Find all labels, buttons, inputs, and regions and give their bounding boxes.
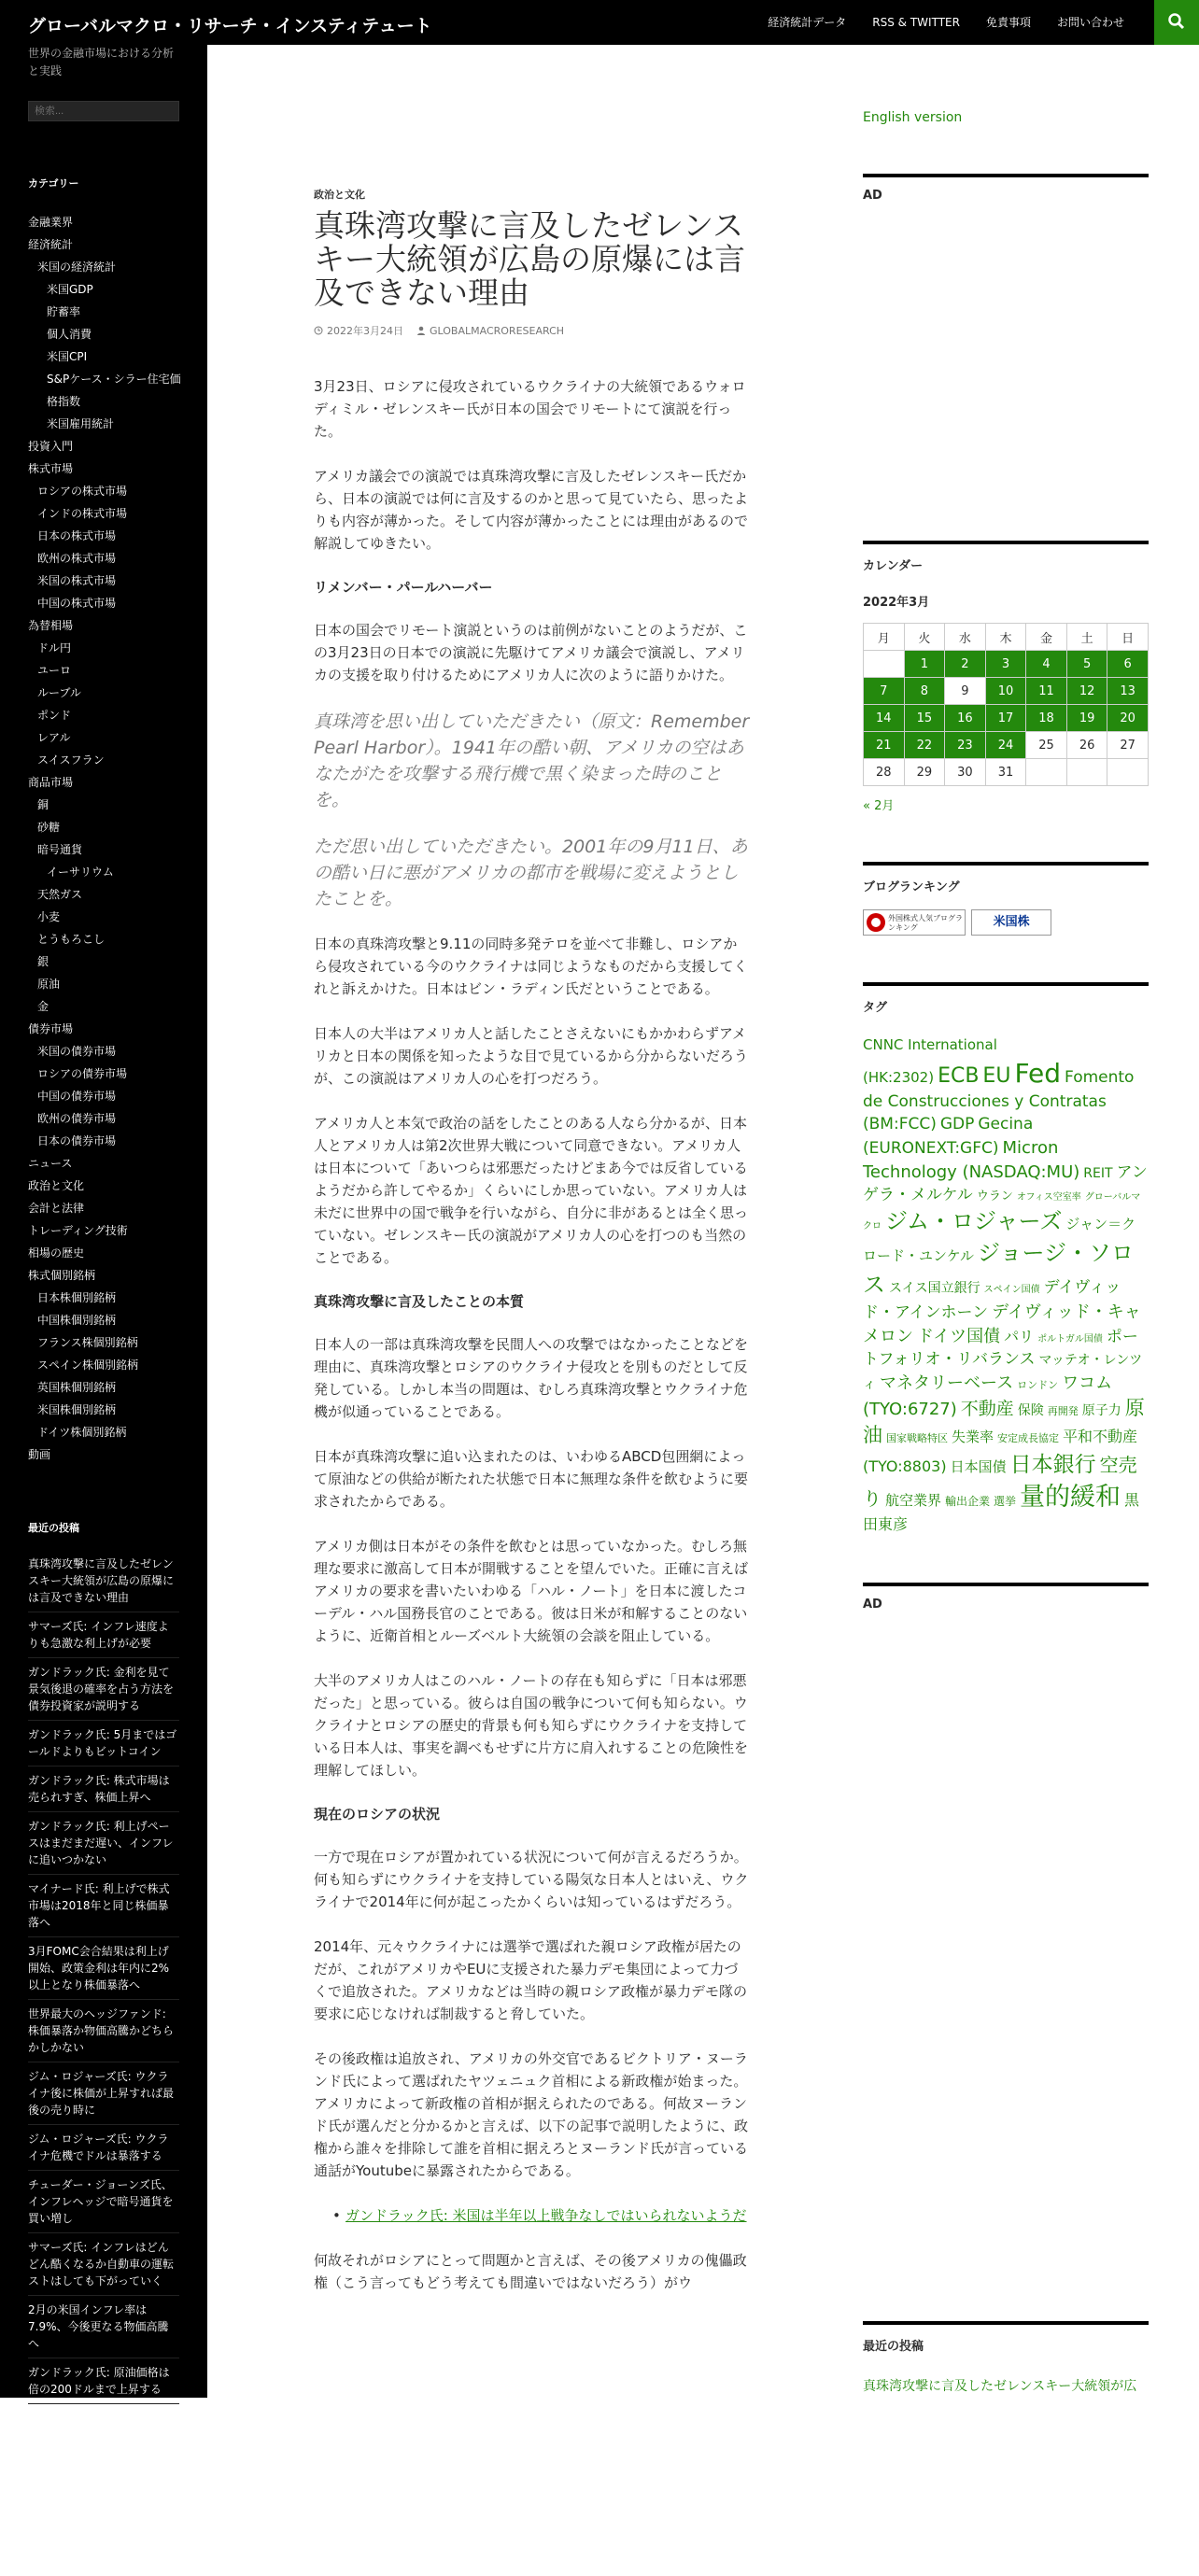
recent-post-link[interactable]: ジム・ロジャーズ氏: ウクライナ後に株価が上昇すれば最後の売り時に [28, 2068, 179, 2125]
category-item[interactable]: 投資入門 [28, 440, 74, 453]
calendar-day: 29 [904, 759, 945, 786]
site-title[interactable]: グローバルマクロ・リサーチ・インスティテュート [28, 16, 432, 36]
calendar-day[interactable]: 21 [864, 732, 905, 759]
tag-link[interactable]: 黒田東彦 [863, 1490, 1140, 1534]
calendar-weekday: 木 [985, 624, 1026, 651]
right-recent-first[interactable]: 真珠湾攻撃に言及したゼレンスキー大統領が広 [863, 2378, 1137, 2394]
calendar-day: 31 [985, 759, 1026, 786]
recent-post-link[interactable]: チューダー・ジョーンズ氏、インフレヘッジで暗号通貨を買い増し [28, 2176, 179, 2233]
tag-link[interactable]: ポルトガル国債 [1037, 1333, 1103, 1344]
archive-link[interactable]: 2021年12月 [28, 2558, 93, 2571]
archive-list [28, 2486, 179, 2576]
paragraph: 何故それがロシアにとって問題かと言えば、その後アメリカの傀儡政権（こう言ってもどう考えても間違いではないだろう）がウ [314, 2252, 747, 2291]
tag-link[interactable]: CNNC International (HK:2302) [863, 1036, 997, 1087]
tag-link[interactable]: EU [982, 1064, 1011, 1089]
calendar-day[interactable]: 23 [945, 732, 986, 759]
calendar-day [1026, 759, 1067, 786]
ranking-logo-icon [866, 912, 886, 933]
category-item[interactable]: 米国CPI [47, 350, 88, 363]
article-author[interactable] [416, 323, 564, 338]
tag-link[interactable]: スペイン国債 [983, 1284, 1040, 1295]
recent-post-link[interactable]: ガンドラック氏: 金利を見て景気後退の確率を占う方法を債券投資家が説明する [28, 1664, 179, 1721]
paragraph: アメリカ議会での演説では真珠湾攻撃に言及したゼレンスキー氏だから、日本の演説では何に言及するのかと思って見ていたら、思ったよりも内容が薄かった。そして内容が薄かったことには理由があるので解説してゆきたい。 [314, 468, 749, 552]
category-item[interactable]: イーサリウム [47, 866, 114, 879]
category-item[interactable]: レアル [37, 731, 71, 744]
user-icon [416, 326, 426, 335]
tag-link[interactable]: ジョージ・ソロス [863, 1239, 1134, 1298]
top-bar [0, 0, 1199, 45]
calendar-day[interactable]: 4 [1026, 651, 1067, 678]
calendar-day[interactable]: 11 [1026, 678, 1067, 705]
article-body [314, 375, 751, 2294]
tag-link[interactable]: 輸出企業 [945, 1494, 991, 1508]
tag-link[interactable]: Fed [1014, 1058, 1062, 1090]
tag-link[interactable]: ワコム (TYO:6727) [863, 1372, 1113, 1419]
calendar-day[interactable]: 6 [1107, 651, 1149, 678]
calendar-day[interactable]: 18 [1026, 705, 1067, 732]
category-item[interactable]: トレーディング技術 [28, 1224, 128, 1237]
calendar-day[interactable]: 8 [904, 678, 945, 705]
calendar-day[interactable]: 1 [904, 651, 945, 678]
right-recent-title: 最近の投稿 [863, 2321, 1149, 2354]
primary-nav [741, 0, 1124, 45]
recent-post-link[interactable]: サマーズ氏: インフレ速度よりも急激な利上げが必要 [28, 1618, 179, 1658]
category-item[interactable]: スイスフラン [37, 753, 105, 767]
tag-link[interactable]: 航空業界 [885, 1491, 942, 1509]
category-item[interactable]: ユーロ [37, 664, 72, 677]
calendar-weekday: 日 [1107, 624, 1149, 651]
categories-title: カテゴリー [28, 177, 79, 190]
calendar-weekday: 土 [1066, 624, 1107, 651]
tag-link[interactable]: マネタリーベース [880, 1372, 1014, 1393]
category-item[interactable]: 中国の株式市場 [37, 597, 117, 610]
search-input[interactable] [28, 101, 179, 121]
right-sidebar [863, 45, 1149, 2395]
recent-post-link[interactable]: 真珠湾攻撃に言及したゼレンスキー大統領が広島の原爆には言及できない理由 [28, 1555, 179, 1612]
archive-link[interactable]: 2022年3月 [28, 2491, 87, 2504]
tag-link[interactable]: 再開発 [1047, 1404, 1079, 1417]
paragraph: アメリカ側は日本がその条件を飲むとは思っていなかった。むしろ無理な要求に激高して日本が開戦することを望んでいた。正確に言えばアメリカの要求を書いたいわゆる「ハル・ノート」を日本に渡したコーデル・ハル国務長官のことである。彼は日米が和解することのないように、近衛首相とルーズベルト大統領の会談を阻止している。 [314, 1538, 749, 1644]
paragraph: 3月23日、ロシアに侵攻されているウクライナの大統領であるウォロディミル・ゼレンスキー氏が日本の国会でリモートにて演説を行った。 [314, 378, 746, 440]
paragraph: 大半のアメリカ人はこのハル・ノートの存在も知らずに「日本は邪悪だった」と思っている。彼らは自国の戦争について何も知らない。ウクライナとロシアの歴史的背景も何も知らずにウクライナを支持している日本人は、事実を調べもせずに片方に肩入れすることの危険性を理解してほしい。 [314, 1672, 749, 1779]
tag-link[interactable]: 原油 [863, 1396, 1145, 1447]
category-item[interactable]: 小麦 [37, 910, 61, 923]
paragraph: その後政権は追放され、アメリカの外交官であるビクトリア・ヌーランド氏によって選ばれたヤツェニュク首相による新政権が始まった。アメリカによって新政権の首相が据えられたのである。何故ヌーランド氏が選んだと分かるかと言えば、以下の記事で説明したように、政権から誰々を排除して誰を首相に据えろとヌーランド氏が言っている通話がYoutubeに暴露されたからである。 [314, 2050, 749, 2179]
tag-link[interactable]: デイヴィッド・キャメロン [863, 1302, 1141, 1346]
recent-post-link[interactable]: 世界最大のヘッジファンド: 株価暴落か物価高騰かどちらかしかない [28, 2006, 179, 2062]
tag-link[interactable]: ジャン＝クロード・ユンケル [863, 1216, 1136, 1264]
category-item[interactable]: 砂糖 [37, 821, 61, 834]
category-item[interactable]: 金 [37, 1000, 49, 1013]
related-post-link[interactable]: ガンドラック氏: 米国は半年以上戦争なしではいられないようだ [346, 2207, 747, 2224]
search-toggle-button[interactable] [1154, 0, 1199, 45]
calendar-day: 27 [1107, 732, 1149, 759]
category-item[interactable]: 米国の株式市場 [37, 574, 117, 587]
calendar-caption: 2022年3月 [863, 596, 930, 610]
tag-link[interactable]: 量的緩和 [1020, 1482, 1121, 1512]
paragraph: アメリカ人と本気で政治の話をしたことのある人なら分かるが、日本人とアメリカ人は第2次世界大戦について同意できない。アメリカ人は日本について「あいつらは邪悪だったけどまあ今では反省しているようだから許してやるか」くらいにしか思っていない。アメリカ人は未だに世界中の国で戦争を行いながら、自分に非があるとは全く思っていない。ゼレンスキー氏の演説がアメリカ人の心を打つのも当然のことである。 [314, 1115, 749, 1266]
calendar-day: 26 [1066, 732, 1107, 759]
banner1-text: 外国株式人気ブログランキング [888, 914, 963, 932]
tag-link[interactable]: Gecina (EURONEXT:GFC) [863, 1115, 1034, 1158]
section-heading: 現在のロシアの状況 [314, 1806, 441, 1823]
ad-title: AD [863, 174, 1149, 203]
blockquote: 真珠湾を思い出していただきたい（原文：Remember Pearl Harbor）。1941年の酷い朝、アメリカの空はあなたがたを攻撃する飛行機で黒く染まった時のことを。 [314, 711, 750, 810]
article-meta [314, 323, 751, 338]
calendar-day[interactable]: 10 [985, 678, 1026, 705]
tag-link[interactable]: 保険 [1017, 1402, 1044, 1418]
calendar-weekday: 火 [904, 624, 945, 651]
related-post-item [332, 2204, 751, 2227]
calendar-day: 9 [945, 678, 986, 705]
category-item[interactable]: 銀 [37, 955, 49, 968]
category-item[interactable]: 経済統計 [28, 238, 74, 251]
recent-post-link[interactable]: ガンドラック氏: 株式市場は売られすぎ、株価上昇へ [28, 1772, 179, 1812]
paragraph: 日本が真珠湾攻撃に追い込まれたのは、いわゆるABCD包囲網によって原油などの供給が断たれた状態で日本に無理な条件を飲むように要求されたからである。 [314, 1448, 749, 1510]
calendar-day [1107, 759, 1149, 786]
category-item[interactable]: 米国雇用統計 [47, 417, 115, 430]
category-item[interactable]: 米国の債券市場 [37, 1045, 117, 1058]
tag-link[interactable]: REIT [1083, 1165, 1113, 1181]
recent-posts-title: 最近の投稿 [28, 1522, 79, 1534]
tag-link[interactable]: 国家戦略特区 [886, 1432, 948, 1445]
tag-link[interactable]: 空売り [863, 1453, 1137, 1510]
category-item[interactable]: 銅 [37, 798, 49, 811]
site-tagline: 世界の金融市場における分析と実践 [28, 47, 175, 77]
category-item[interactable]: ニュース [28, 1157, 73, 1170]
calendar-day: 30 [945, 759, 986, 786]
archive-link[interactable]: 2022年2月 [28, 2513, 87, 2527]
ranking-title: ブログランキング [863, 862, 1149, 894]
recent-post-link[interactable]: ジム・ロジャーズ氏: ウクライナ危機でドルは暴落する [28, 2131, 179, 2171]
tag-link[interactable]: スイス国立銀行 [889, 1280, 980, 1296]
paragraph: 日本の国会でリモート演説というのは前例がないことのようだが、この3月23日の日本での演説に先駆けてアメリカ議会で演説し、アメリカの支援を取り付けるためにアメリカ人に次のように語りかけた。 [314, 622, 748, 683]
banner2-text: 米国株 [993, 915, 1030, 929]
category-item[interactable]: 米国GDP [47, 283, 93, 296]
calendar-day[interactable]: 3 [985, 651, 1026, 678]
category-item[interactable]: ドル円 [37, 641, 72, 655]
category-item[interactable]: 相場の歴史 [28, 1246, 85, 1260]
recent-post-link[interactable]: 2月の米国インフレ率は7.9%、今後更なる物価高騰へ [28, 2302, 179, 2358]
calendar-day[interactable]: 5 [1066, 651, 1107, 678]
calendar-day[interactable]: 19 [1066, 705, 1107, 732]
english-version-link[interactable]: English version [863, 110, 963, 125]
calendar-day: 25 [1026, 732, 1067, 759]
recent-post-link[interactable]: ガンドラック氏: 原油価格は倍の200ドルまで上昇する [28, 2364, 179, 2404]
tag-link[interactable]: 日本銀行 [1009, 1452, 1096, 1477]
category-item[interactable]: とうもろこし [37, 933, 106, 946]
nav-item[interactable]: 経済統計データ [768, 16, 847, 29]
tag-link[interactable]: デイヴィッド・アインホーン [863, 1277, 1121, 1323]
tag-link[interactable]: ウラン [976, 1189, 1013, 1204]
category-item[interactable]: 貯蓄率 [47, 305, 81, 318]
calendar-day[interactable]: 14 [864, 705, 905, 732]
category-item[interactable]: 日本の株式市場 [37, 529, 117, 542]
calendar-weekday: 月 [864, 624, 905, 651]
ranking-banners [863, 909, 1149, 936]
bullet-icon: • [332, 2207, 341, 2224]
calendar-title: カレンダー [863, 541, 1149, 573]
category-item[interactable]: 日本株個別銘柄 [37, 1291, 117, 1304]
blockquote: ただ思い出していただきたい。2001年の9月11日、あの酷い日に悪がアメリカの都市を戦場に変えようとしたことを。 [314, 837, 748, 909]
recent-post-link[interactable]: サマーズ氏: インフレはどんどん酷くなるか自動車の運転ストはしても下がっていく [28, 2239, 179, 2296]
recent-post-link[interactable]: 3月FOMC会合結果は利上げ開始、政策金利は年内に2%以上となり株価暴落へ [28, 1943, 179, 2000]
ranking-banner-us-stock[interactable] [971, 909, 1051, 936]
category-item[interactable]: ドイツ株個別銘柄 [37, 1426, 127, 1439]
tag-link[interactable]: ジム・ロジャーズ [885, 1208, 1063, 1235]
tag-link[interactable]: 安定成長協定 [997, 1432, 1060, 1445]
tag-link[interactable]: オフィス空室率 [1016, 1191, 1081, 1203]
category-item[interactable]: 日本の債券市場 [37, 1134, 117, 1147]
category-item[interactable]: 米国の経済統計 [37, 260, 117, 274]
tag-link[interactable]: マッテオ・レンツィ [863, 1352, 1143, 1392]
recent-posts-list [28, 1555, 179, 2404]
tag-link[interactable]: 不動産 [960, 1398, 1014, 1419]
calendar-day [864, 651, 905, 678]
category-item[interactable]: 商品市場 [28, 776, 74, 789]
category-item[interactable]: 欧州の債券市場 [37, 1112, 117, 1125]
category-item[interactable]: 会計と法律 [28, 1202, 85, 1215]
category-item[interactable]: 暗号通貨 [37, 843, 83, 856]
calendar-weekday: 金 [1026, 624, 1067, 651]
category-list [28, 211, 179, 1466]
category-item[interactable]: 天然ガス [37, 888, 83, 901]
article-title: 真珠湾攻撃に言及したゼレンスキー大統領が広島の原爆には言及できない理由 [314, 207, 745, 311]
category-item[interactable]: ロシアの株式市場 [37, 485, 128, 498]
calendar-day[interactable]: 22 [904, 732, 945, 759]
section-heading: リメンバー・パールハーバー [314, 579, 493, 596]
category-item[interactable]: フランス株個別銘柄 [37, 1336, 138, 1349]
calendar-weekday: 水 [945, 624, 986, 651]
category-item[interactable]: ルーブル [37, 686, 81, 699]
tag-link[interactable]: Fomento de Construcciones y Contratas (BM:FCC) [863, 1068, 1135, 1134]
tag-link[interactable]: パリ [1004, 1327, 1035, 1345]
author-text: GLOBALMACRORESEARCH [430, 324, 565, 337]
category-item[interactable]: 債券市場 [28, 1022, 74, 1035]
tags-title: タグ [863, 982, 1149, 1015]
article [314, 187, 751, 2316]
tag-link[interactable]: ECB [938, 1064, 980, 1089]
category-item[interactable]: 中国株個別銘柄 [37, 1314, 117, 1327]
calendar-day[interactable]: 12 [1066, 678, 1107, 705]
category-item[interactable]: 金融業界 [28, 216, 74, 229]
calendar-day [1066, 759, 1107, 786]
tag-link[interactable]: 選挙 [994, 1494, 1017, 1508]
category-item[interactable]: 為替相場 [28, 619, 74, 632]
tag-link[interactable]: Micron Technology (NASDAQ:MU) [863, 1137, 1080, 1182]
category-item[interactable]: インドの株式市場 [37, 507, 128, 520]
nav-item[interactable]: お問い合わせ [1056, 16, 1124, 29]
category-item[interactable]: 英国株個別銘柄 [37, 1381, 117, 1394]
calendar-day[interactable]: 15 [904, 705, 945, 732]
tag-link[interactable]: グローバルマクロ [863, 1191, 1141, 1232]
calendar-day[interactable]: 7 [864, 678, 905, 705]
tag-link[interactable]: 原子力 [1081, 1402, 1121, 1418]
tag-link[interactable]: 平和不動産 (TYO:8803) [863, 1428, 1138, 1475]
tag-link[interactable]: GDP [939, 1115, 975, 1134]
category-item[interactable]: 個人消費 [47, 328, 92, 341]
category-item[interactable]: 格指数 [47, 395, 81, 408]
search-icon [1167, 12, 1186, 31]
category-item[interactable]: 欧州の株式市場 [37, 552, 117, 565]
recent-post-link[interactable]: ガンドラック氏: 利上げペースはまだまだ遅い、インフレに追いつかない [28, 1818, 179, 1875]
category-item[interactable]: 政治と文化 [28, 1179, 85, 1192]
category-item[interactable]: 中国の債券市場 [37, 1090, 117, 1103]
paragraph: 日本の真珠湾攻撃と9.11の同時多発テロを並べて非難し、ロシアから侵攻されている今のウクライナは同じようなものだから支援してくれと訴えかけた。日本はビン・ラディン氏だということである。 [314, 936, 748, 997]
section-heading: 真珠湾攻撃に言及したことの本質 [314, 1293, 525, 1310]
date-text: 2022年3月24日 [327, 325, 403, 337]
calendar-day[interactable]: 13 [1107, 678, 1149, 705]
calendar-day: 28 [864, 759, 905, 786]
category-item[interactable]: スペイン株個別銘柄 [37, 1358, 139, 1372]
nav-item[interactable]: RSS & TWITTER [872, 16, 960, 29]
category-item[interactable]: ロシアの債券市場 [37, 1067, 128, 1080]
category-item[interactable]: 原油 [37, 978, 61, 991]
ranking-banner-foreign-stock[interactable] [863, 909, 966, 936]
calendar-table [863, 623, 1149, 786]
category-item[interactable]: 動画 [28, 1448, 51, 1461]
archive-title: アーカイブ [28, 2453, 78, 2465]
calendar-day[interactable]: 16 [945, 705, 986, 732]
calendar-day[interactable]: 2 [945, 651, 986, 678]
category-item[interactable]: 株式個別銘柄 [28, 1269, 96, 1282]
calendar-prev-link[interactable]: « 2月 [863, 799, 895, 813]
left-sidebar [0, 45, 207, 2571]
nav-item[interactable]: 免責事項 [985, 16, 1031, 29]
tag-link[interactable]: 失業率 [952, 1429, 994, 1446]
calendar-day[interactable]: 24 [985, 732, 1026, 759]
paragraph: 一方で現在ロシアが置かれている状況について何が言えるだろうか。何も知らずにウクライナを支持している陽気な日本人とはいえ、ウクライナで2014年に何が起こったかくらいは知っているはずだろう。 [314, 1849, 749, 1910]
category-item[interactable]: ポンド [37, 709, 72, 722]
archive-link[interactable]: 2022年1月 [28, 2536, 87, 2549]
article-date[interactable] [314, 323, 403, 338]
ad2-title: AD [863, 1583, 1149, 1612]
tag-cloud [863, 1035, 1149, 1536]
tag-link[interactable]: 日本国債 [950, 1457, 1007, 1475]
category-item[interactable]: 米国株個別銘柄 [37, 1403, 117, 1416]
tag-link[interactable]: ポートフォリオ・リバランス [863, 1327, 1138, 1369]
tag-link[interactable]: アンゲラ・メルケル [863, 1162, 1148, 1204]
tag-link[interactable]: ロンドン [1017, 1378, 1059, 1391]
article-category[interactable]: 政治と文化 [314, 189, 365, 201]
category-item[interactable]: 株式市場 [28, 462, 74, 475]
paragraph: 日本人の大半はアメリカ人と話したことさえないにもかかわらずアメリカと日本の関係を知ったような目で見ているから分からないだろうが、この演説はアメリカ人の心を打つだろう。 [314, 1025, 748, 1087]
category-item[interactable]: S&Pケース・シラー住宅価 [47, 373, 181, 386]
calendar-day[interactable]: 17 [985, 705, 1026, 732]
calendar-day[interactable]: 20 [1107, 705, 1149, 732]
paragraph: 2014年、元々ウクライナには選挙で選ばれた親ロシア政権が居たのだが、これがアメリカやEUに支援された暴力デモ集団によって力づくで追放された。アメリカなどは当時の親ロシア政権が暴力デモ隊の要求に応じなければ制裁すると脅していた。 [314, 1938, 747, 2022]
paragraph: 日本人の一部は真珠湾攻撃を民間人への攻撃ではなかったことなどを理由に、真珠湾攻撃とロシアのウクライナ侵攻とを別ものだとして反発している。しかし本当の問題は、むしろ真珠湾攻撃とウクライナ危機が似通っていることである。 [314, 1336, 749, 1420]
recent-post-link[interactable]: ガンドラック氏: 5月まではゴールドよりもビットコイン [28, 1726, 179, 1767]
clock-icon [314, 326, 323, 335]
tag-link[interactable]: ドイツ国債 [917, 1326, 1001, 1346]
recent-post-link[interactable]: マイナード氏: 利上げで株式市場は2018年と同じ株価暴落へ [28, 1880, 179, 1937]
